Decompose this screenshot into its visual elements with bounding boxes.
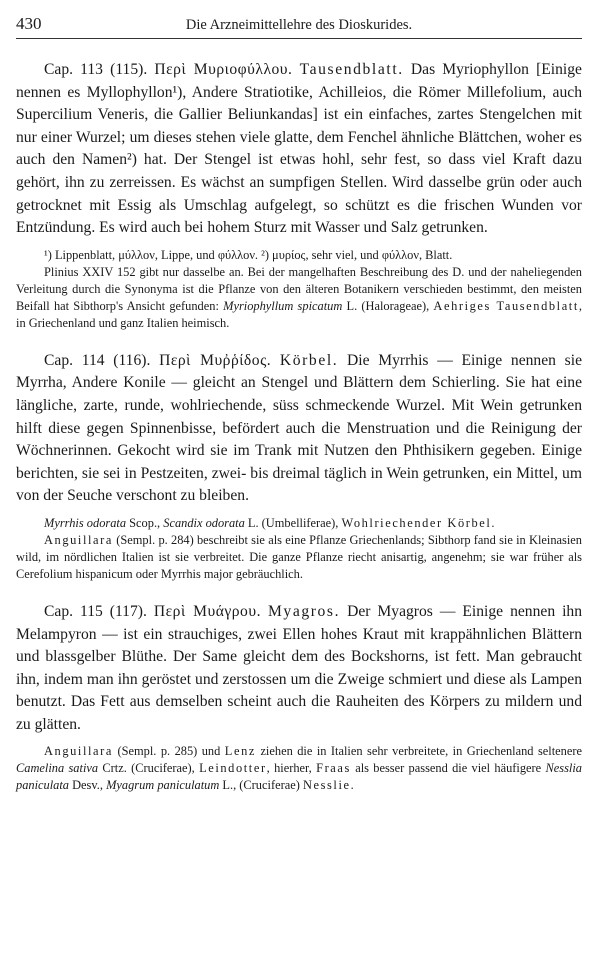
footnote xyxy=(16,247,582,332)
german-heading: Tausendblatt. xyxy=(299,61,404,78)
greek-heading: Περὶ Μυριοφύλλου. xyxy=(154,61,293,78)
chapter-number: Cap. 115 (117). xyxy=(44,602,147,620)
common-name: Wohlriechender Körbel. xyxy=(341,515,497,530)
page-number: 430 xyxy=(16,14,42,33)
footnote xyxy=(16,743,582,794)
chapter-number: Cap. 113 (115). xyxy=(44,61,148,78)
author-name: Anguillara xyxy=(44,532,113,547)
species-name: Nesslia paniculata xyxy=(16,761,582,793)
author-name: Anguillara xyxy=(44,744,113,759)
commentary: Plinius XXIV 152 gibt nur dasselbe an. Bei der mangelhaften Beschreibung des D. und der naheliegenden Verleitung durch die Synonyma ist die Pflanze von den älteren Botanikern verschieden bestimmt, den meisten Beifall hat Sibthorp's Ansicht gefunden: Myriophyllum spicatum L. (Halorageae), Aehriges Tausendblatt, in Griechenland und ganz Italien heimisch. xyxy=(16,264,582,330)
chapter-number: Cap. 114 (116). xyxy=(44,351,151,369)
species-name: Camelina sativa xyxy=(16,761,99,776)
greek-heading: Περὶ Μυῤῥίδος. xyxy=(159,351,272,369)
species-name: Scandix odorata xyxy=(163,515,245,530)
species-name: Myriophyllum spicatum xyxy=(223,298,343,313)
chapter-body: Das Myriophyllon [Einige nennen es Myllophyllon¹), Andere Stratiotike, Achilleios, die Römer Millefolium, auch Supercilium Veneris, die Gallier Beliunkandas] ist ein einfaches, zartes Stengelchen mit nur einer Wurzel; um dieses stehen viele glatte, dem Fenchel ähnliche Blättchen, woher es auch den Namen²) hat. Der Stengel ist etwas hohl, sehr fest, so dass viel Kraft dazu gehört, ihn zu zerreissen. Es wächst an sumpfigen Stellen. Wird dasselbe grün oder auch getrocknet mit Essig als Umschlag aufgelegt, so schützt es die frischen Wunden vor Entzündung. Es wird auch bei hohem Sturz mit Wasser und Salz getrunken. xyxy=(16,61,582,237)
running-header xyxy=(16,14,582,39)
chapter-text xyxy=(16,350,582,508)
commentary: Anguillara (Sempl. p. 285) und Lenz ziehen die in Italien sehr verbreitete, in Griechenland seltenere Camelina sativa Crtz. (Cruciferae), Leindotter, hierher, Fraas als besser passend die viel häufigere Nesslia paniculata Desv., Myagrum paniculatum L., (Cruciferae) Nesslie. xyxy=(16,744,582,793)
running-title: Die Arzneimittellehre des Dioskurides. xyxy=(185,17,413,33)
chapter-115 xyxy=(16,601,582,795)
greek-heading: Περὶ Μυάγρου. xyxy=(153,602,261,620)
author-name: Lenz xyxy=(224,744,256,759)
species-name: Myagrum paniculatum xyxy=(106,778,220,793)
chapter-113 xyxy=(16,59,582,332)
common-name: Nesslie. xyxy=(302,778,356,793)
german-heading: Körbel. xyxy=(279,351,339,369)
page xyxy=(16,14,582,812)
chapter-body: Der Myagros — Einige nennen ihn Melampyron — ist ein strauchiges, zwei Ellen hohes Kraut mit krappähnlichen Blättern und blassgelber Blüthe. Der Same gleicht dem des Bockshorns, ist fett. Man gebraucht ihn, indem man ihn geröstet und zerstossen um die Zweige schmiert und diese als Lampen benutzt. Das Fett aus demselben scheint auch die Rauheiten des Körpers zu mildern und zu glätten. xyxy=(16,602,583,733)
german-heading: Myagros. xyxy=(267,602,341,620)
common-name: Leindotter xyxy=(199,761,267,776)
commentary: Anguillara (Sempl. p. 284) beschreibt sie als eine Pflanze Griechenlands; Sibthorp fand sie in Kleinasien wild, im nördlichen Italien ist sie verbreitet. Die ganze Pflanze riecht anisartig, angenehm; sie war früher als Cerefolium hispanicum oder Myrrhis major gebräuchlich. xyxy=(16,532,582,581)
chapter-text xyxy=(16,59,582,240)
chapter-114 xyxy=(16,350,582,583)
chapter-body: Die Myrrhis — Einige nennen sie Myrrha, Andere Konile — gleicht an Stengel und Blättern dem Schierling. Sie hat eine längliche, zarte, runde, wohlriechende, süss schmeckende Wurzel. Mit Wein getrunken hilft diese gegen Spinnenbisse, befördert auch die Menstruation und die Reinigung der Wöchnerinnen. Gekocht wird sie im Trank mit Nutzen den Phthisikern gegeben. Einige berichten, sie sei in Pestzeiten, zwei- bis dreimal täglich in Wein getrunken, ein Mittel, um von der Seuche verschont zu bleiben. xyxy=(16,351,582,505)
chapter-text xyxy=(16,601,582,737)
common-name: Aehriges Tausendblatt xyxy=(433,298,579,313)
species-name: Myrrhis odorata xyxy=(44,515,127,530)
commentary: Myrrhis odorata Scop., Scandix odorata L. (Umbelliferae), Wohlriechender Körbel. xyxy=(44,515,497,530)
footnote xyxy=(16,515,582,583)
footnote-line: ¹) Lippenblatt, μύλλον, Lippe, und φύλλον. ²) μυρίος, sehr viel, und φύλλον, Blatt. xyxy=(44,247,453,262)
author-name: Fraas xyxy=(316,761,351,776)
